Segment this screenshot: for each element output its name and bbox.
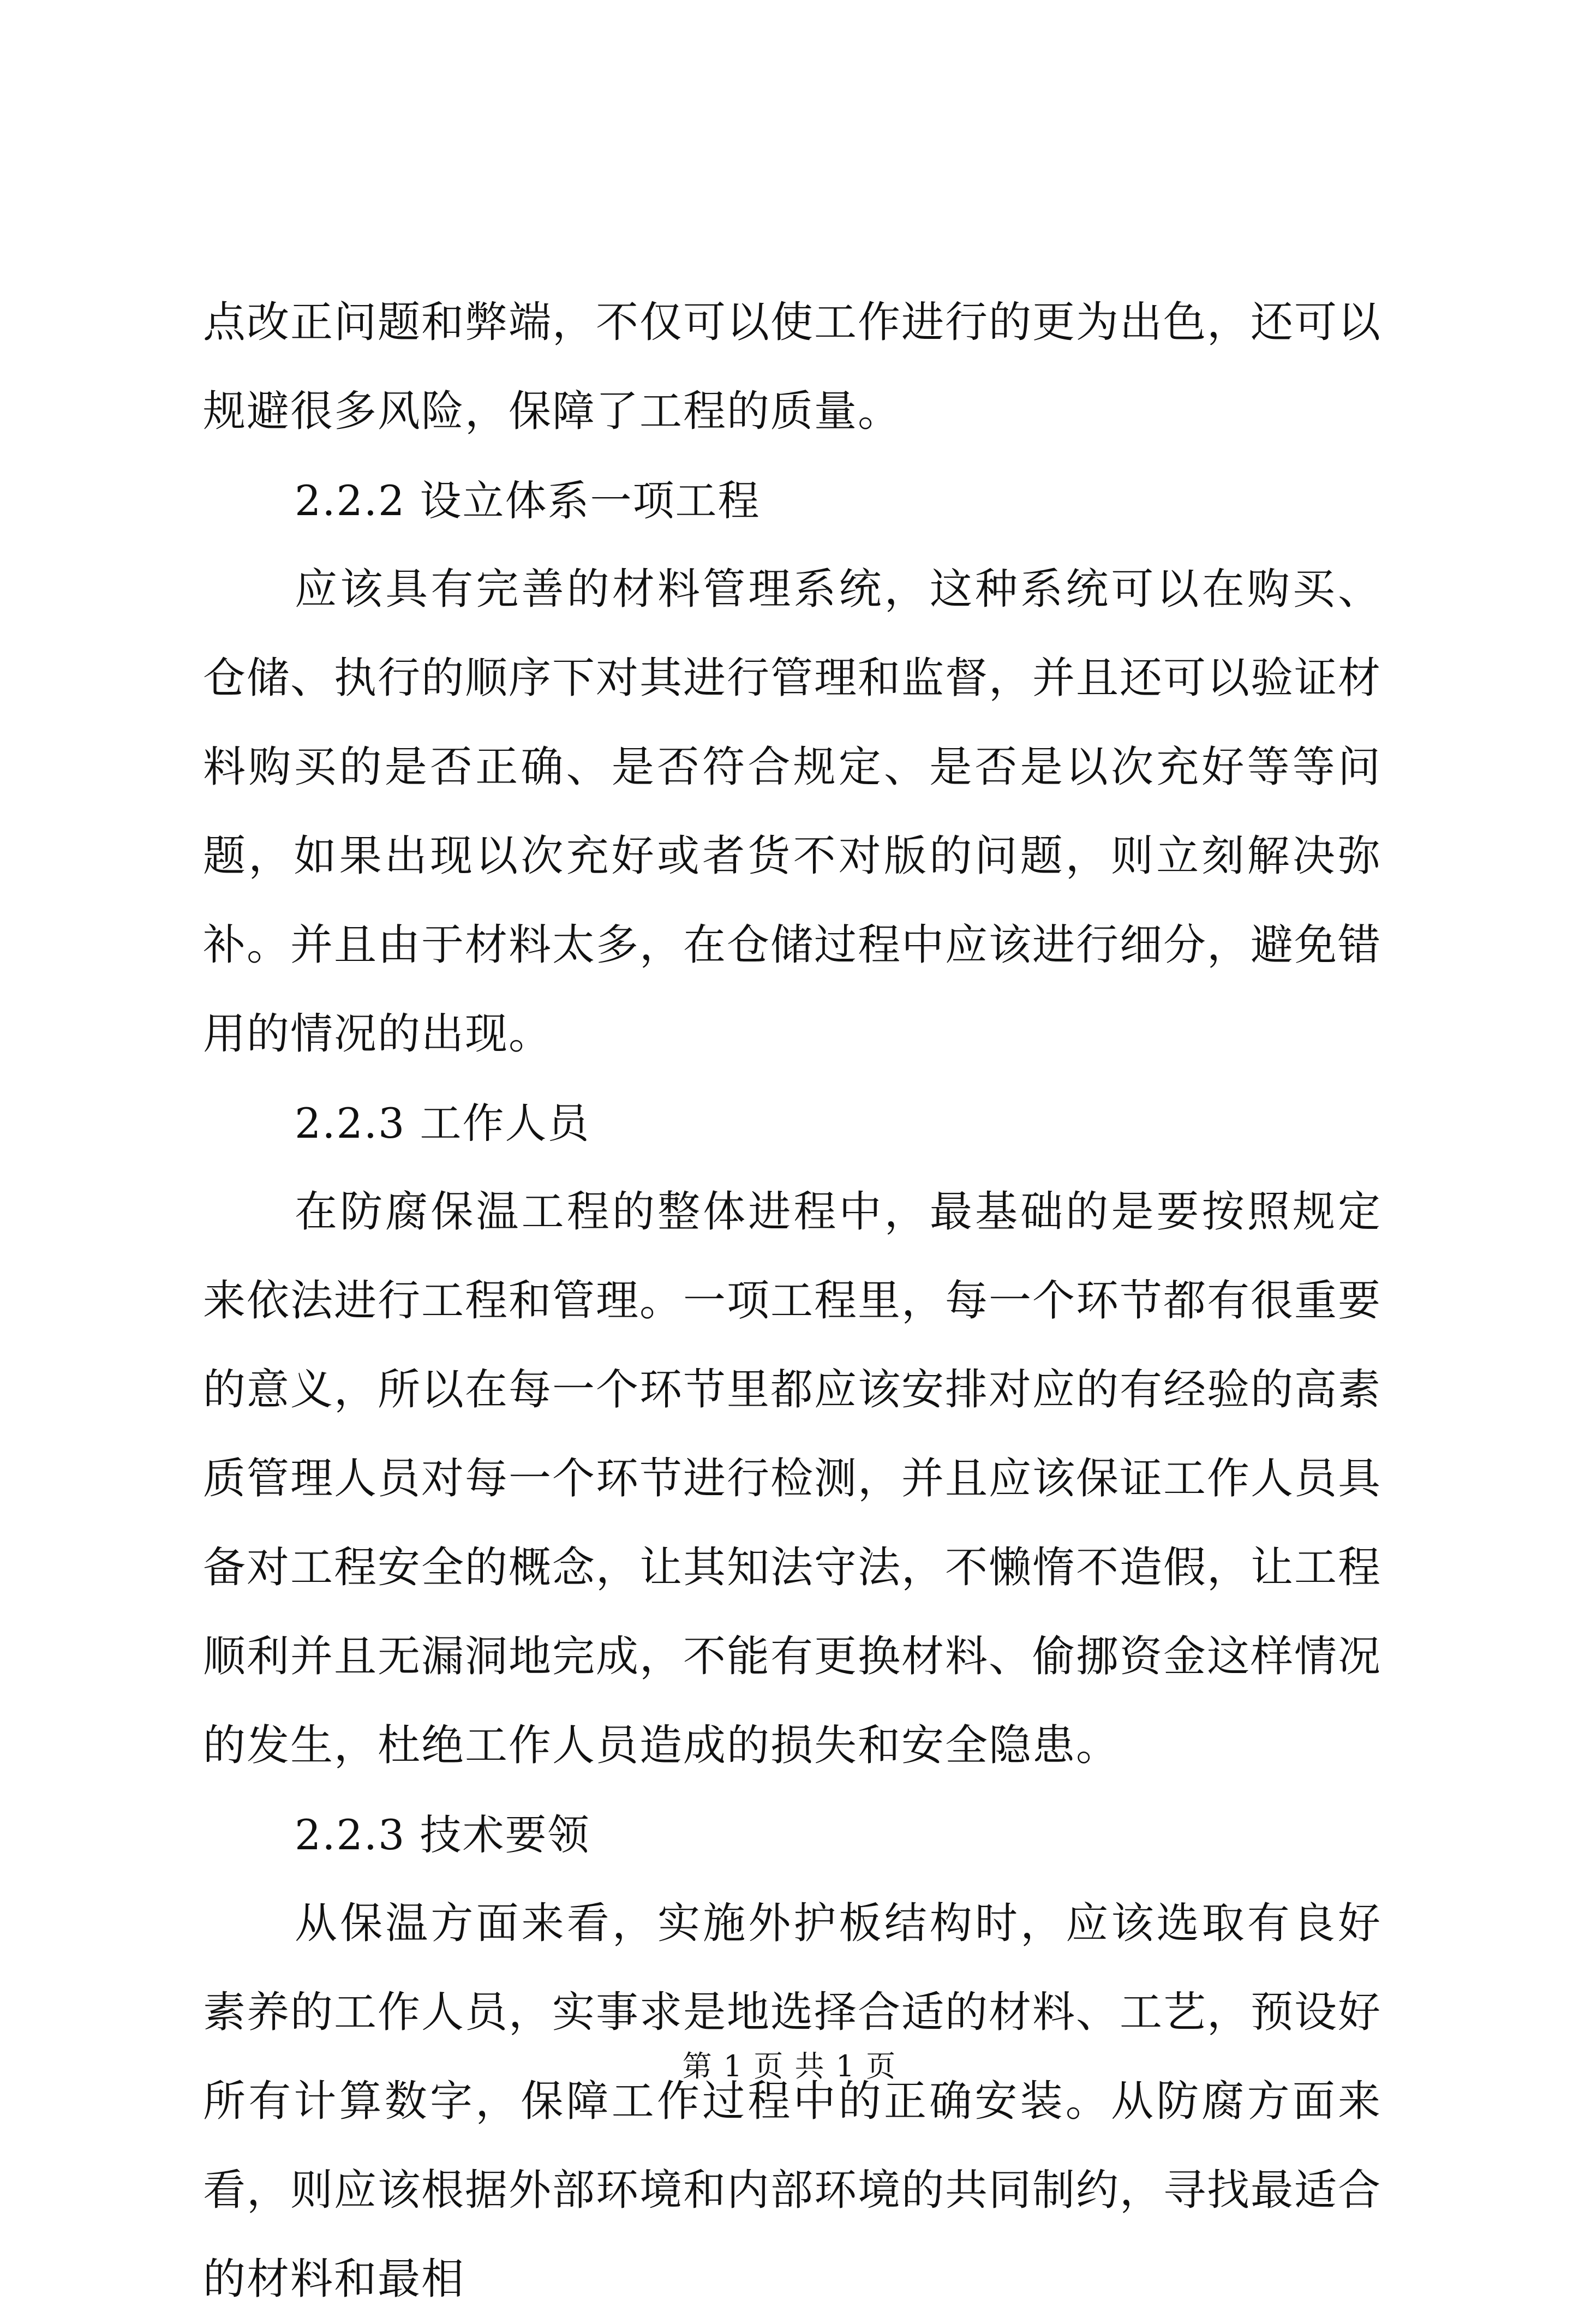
paragraph-continuation: 点改正问题和弊端，不仅可以使工作进行的更为出色，还可以规避很多风险，保障了工程的质量。	[203, 298, 1382, 436]
section-heading-2-2-2: 2.2.2 设立体系一项工程	[295, 476, 761, 525]
section-heading-2-2-3-staff: 2.2.3 工作人员	[295, 1099, 590, 1148]
section-heading-2-2-3-technique: 2.2.3 技术要领	[295, 1811, 590, 1859]
paragraph-material-management: 应该具有完善的材料管理系统，这种系统可以在购买、仓储、执行的顺序下对其进行管理和监督，并且还可以验证材料购买的是否正确、是否符合规定、是否是以次充好等等问题，如果出现以次充好或者货不对版的问题，则立刻解决弥补。并且由于材料太多，在仓储过程中应该进行细分，避免错用的情况的出现。	[203, 565, 1382, 1059]
page-footer: 第 1 页 共 1 页	[682, 2049, 897, 2083]
paragraph-technique: 从保温方面来看，实施外护板结构时，应该选取有良好素养的工作人员，实事求是地选择合适的材料、工艺，预设好所有计算数字，保障工作过程中的正确安装。从防腐方面来看，则应该根据外部环境和内部环境的共同制约，寻找最适合的材料和最相	[203, 1899, 1382, 2304]
paragraph-staff: 在防腐保温工程的整体进程中，最基础的是要按照规定来依法进行工程和管理。一项工程里，每一个环节都有很重要的意义，所以在每一个环节里都应该安排对应的有经验的高素质管理人员对每一个环节进行检测，并且应该保证工作人员具备对工程安全的概念，让其知法守法，不懒惰不造假，让工程顺利并且无漏洞地完成，不能有更换材料、偷挪资金这样情况的发生，杜绝工作人员造成的损失和安全隐患。	[203, 1187, 1382, 1770]
document-body	[203, 278, 1381, 2324]
